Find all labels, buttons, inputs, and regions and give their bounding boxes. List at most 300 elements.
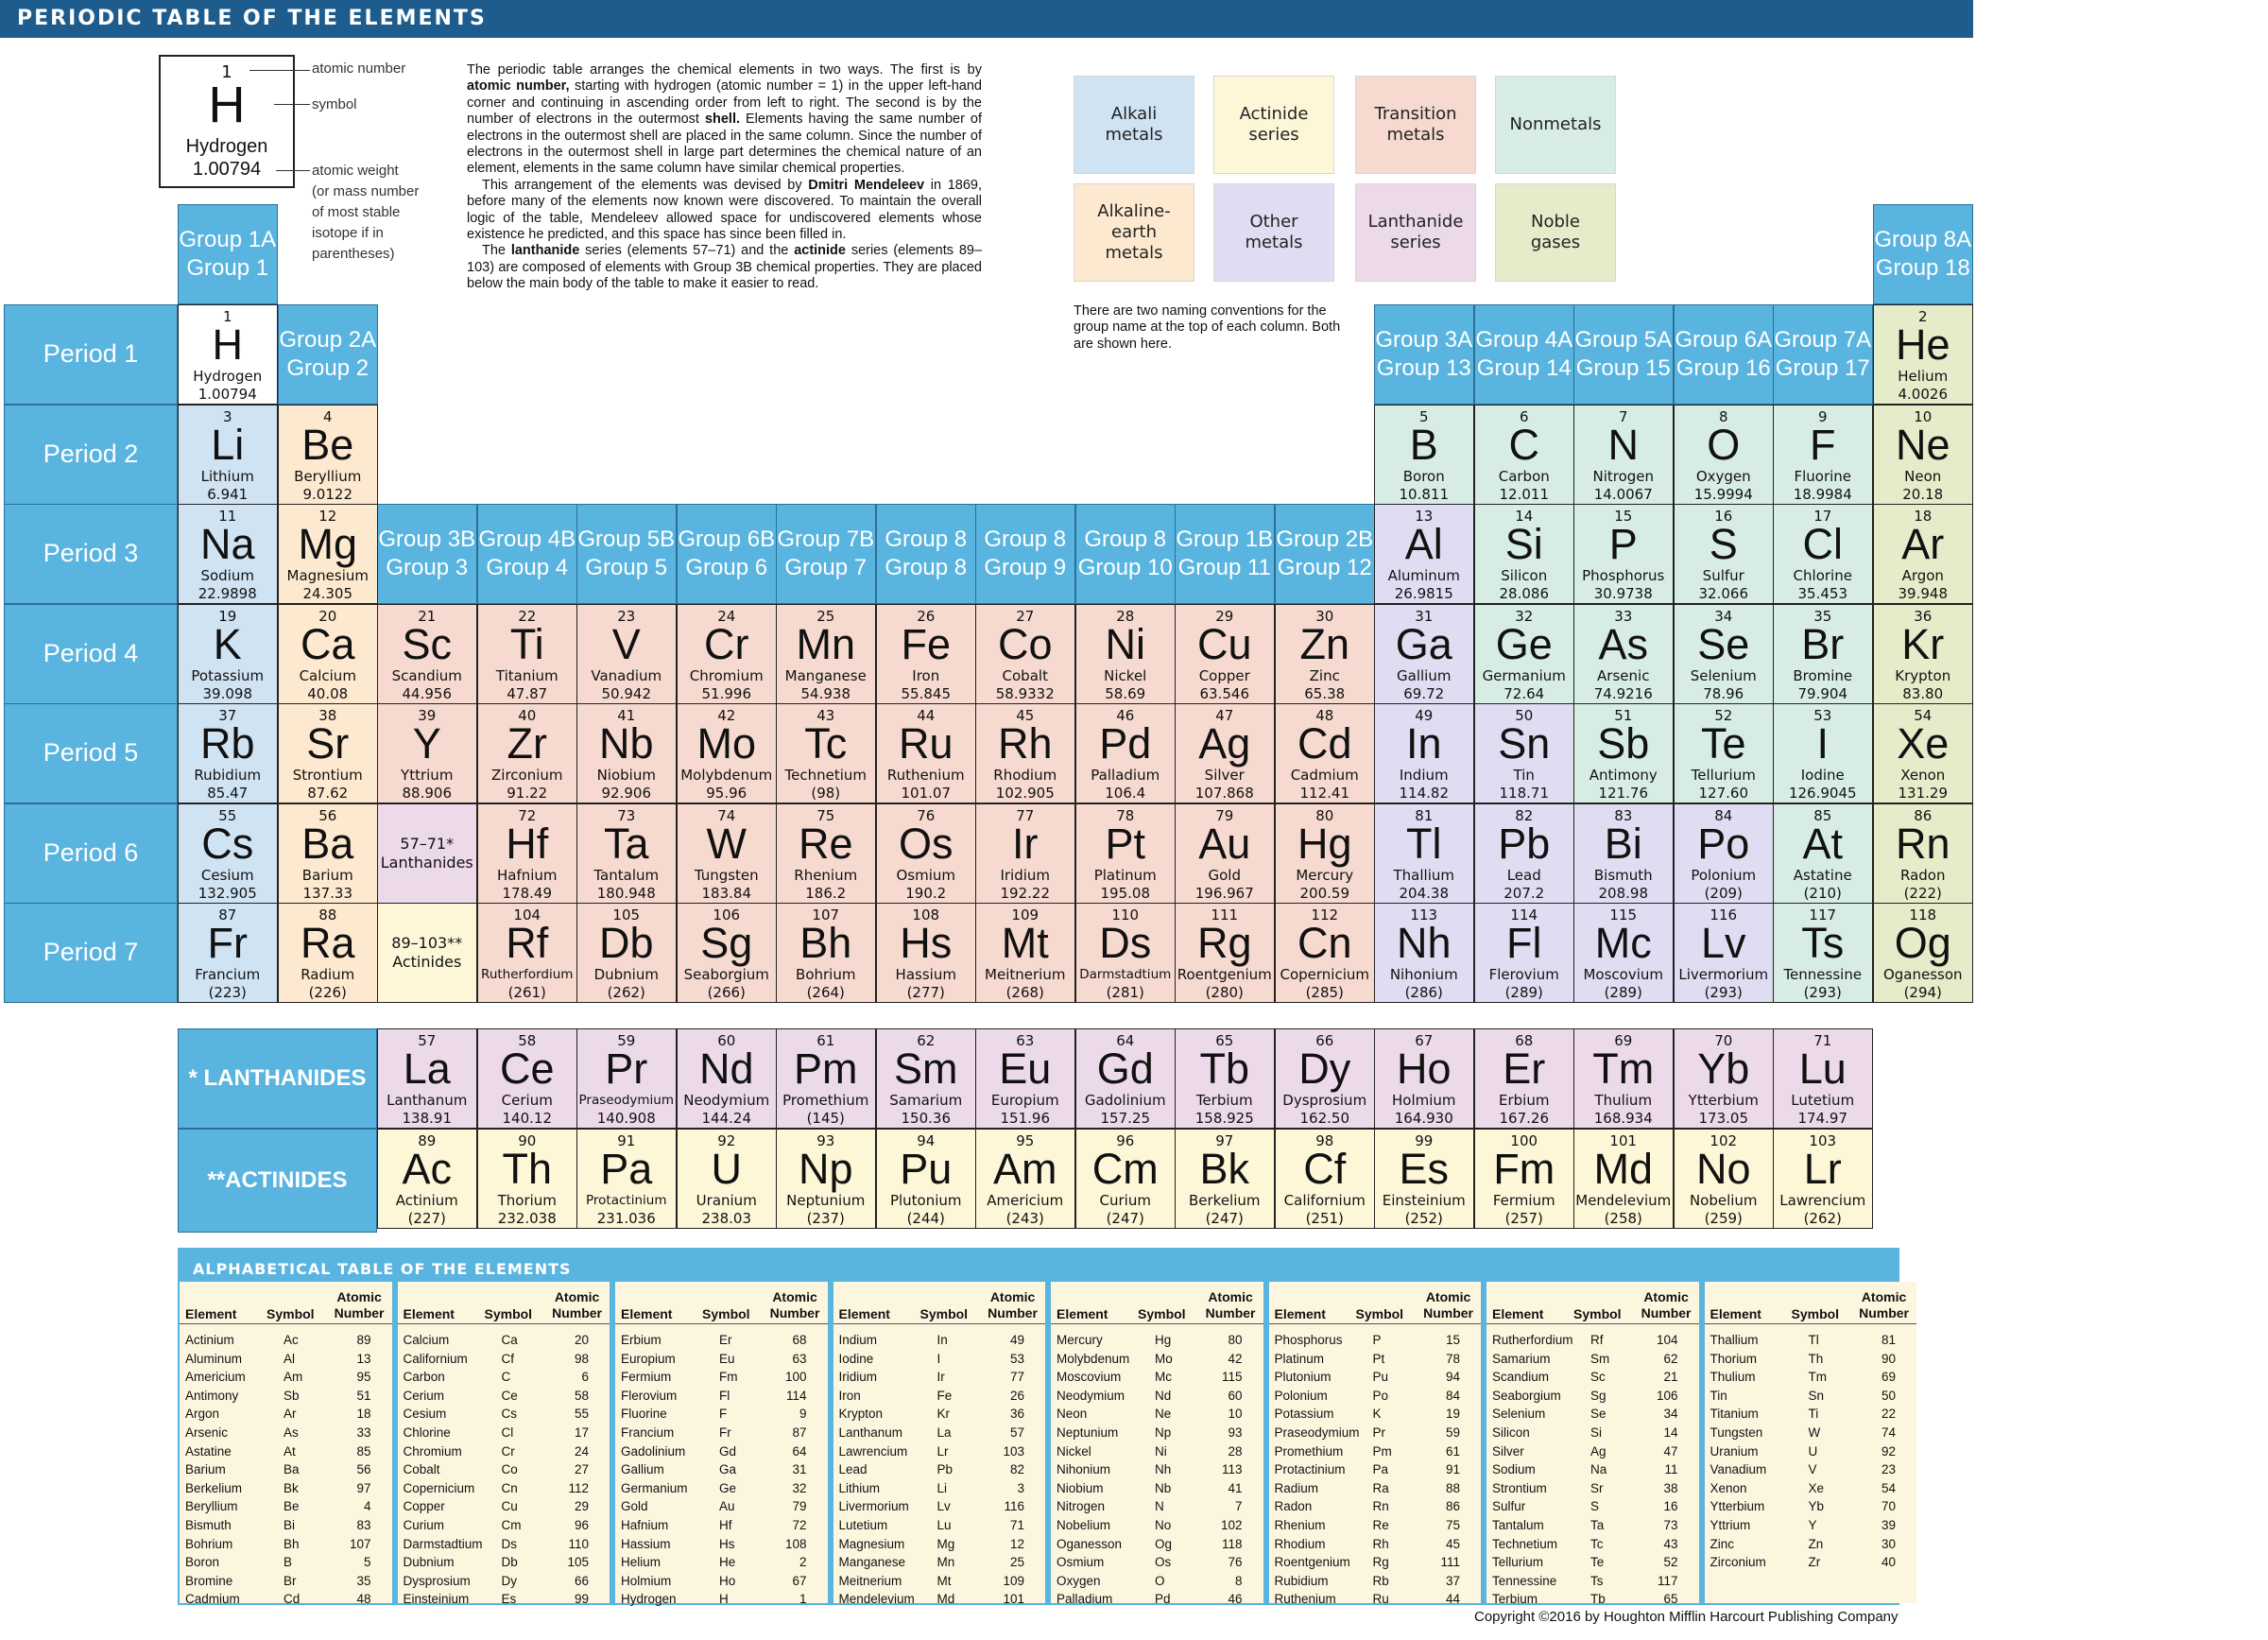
alpha-number: 18 (356, 1407, 371, 1422)
alpha-header-element: Element (1274, 1306, 1326, 1321)
alpha-element: Radium (1274, 1480, 1319, 1495)
element-cell (1773, 703, 1873, 803)
alpha-row (180, 1442, 392, 1461)
alpha-number: 64 (792, 1443, 807, 1459)
alpha-number: 8 (1234, 1573, 1243, 1588)
element-symbol: Ni (1105, 620, 1145, 668)
alpha-row (180, 1535, 392, 1554)
atomic-number: 96 (1116, 1132, 1135, 1149)
element-name: Dubnium (593, 966, 659, 983)
alpha-header-number (552, 1289, 602, 1321)
alpha-row (833, 1424, 1046, 1442)
atomic-weight: (222) (1903, 885, 1942, 902)
alpha-symbol: Ni (1155, 1443, 1167, 1459)
element-cell (1075, 803, 1176, 904)
alpha-row (1051, 1535, 1263, 1554)
alpha-number: 36 (1009, 1407, 1024, 1422)
element-cell (677, 1028, 777, 1129)
alpha-symbol: Dy (501, 1573, 517, 1588)
element-symbol: Md (1593, 1145, 1653, 1193)
atomic-weight: 6.941 (207, 486, 249, 503)
series-placeholder-line: 89–103** (391, 933, 463, 952)
element-name: Copernicium (1280, 966, 1369, 983)
element-symbol: V (611, 620, 641, 668)
alpha-header-element: Element (621, 1306, 673, 1321)
atomic-number: 4 (322, 408, 333, 425)
atomic-number: 76 (917, 807, 936, 824)
alpha-number: 21 (1663, 1370, 1678, 1385)
atomic-number: 69 (1614, 1032, 1633, 1049)
element-name: Bohrium (796, 966, 856, 983)
alpha-number: 106 (1656, 1388, 1678, 1403)
atomic-weight: 1.00794 (198, 386, 257, 403)
alpha-symbol: Xe (1808, 1480, 1825, 1495)
atomic-weight: 35.453 (1797, 585, 1847, 602)
atomic-weight: 112.41 (1299, 785, 1349, 802)
alpha-row (180, 1368, 392, 1387)
group-header-b: Group 17 (1775, 354, 1870, 381)
alpha-element: Manganese (838, 1555, 906, 1570)
group-header-b: Group 7 (784, 554, 868, 580)
key-element-box (159, 55, 295, 188)
atomic-number: 117 (1809, 906, 1837, 924)
alpha-element: Gadolinium (621, 1443, 686, 1459)
element-symbol: As (1598, 620, 1648, 668)
group-header-a: Group 1B (1176, 526, 1274, 552)
intro-text (467, 62, 982, 293)
element-cell (1773, 1129, 1873, 1229)
alpha-number: 66 (574, 1573, 589, 1588)
element-symbol: Lu (1798, 1044, 1847, 1093)
alpha-element: Polonium (1274, 1388, 1328, 1403)
alpha-header-number-bottom: Number (1859, 1305, 1909, 1321)
alpha-symbol: Be (284, 1499, 300, 1514)
atomic-number: 102 (1710, 1132, 1738, 1149)
element-name: Bromine (1793, 667, 1853, 684)
alpha-symbol: Tb (1590, 1592, 1606, 1607)
alpha-symbol: N (1155, 1499, 1164, 1514)
key-name: Hydrogen (185, 136, 268, 157)
alpha-header-number (770, 1289, 820, 1321)
element-name: Zinc (1309, 667, 1340, 684)
element-cell (1374, 703, 1474, 803)
alpha-row (833, 1331, 1046, 1350)
alpha-symbol: Si (1590, 1425, 1603, 1440)
atomic-number: 52 (1714, 707, 1733, 724)
alpha-number: 17 (574, 1425, 589, 1440)
alpha-element: Lanthanum (838, 1425, 903, 1440)
element-symbol: Ga (1395, 620, 1452, 668)
atomic-weight: 126.9045 (1788, 785, 1857, 802)
element-symbol: C (1508, 421, 1539, 469)
alpha-row (1051, 1405, 1263, 1424)
atomic-number: 78 (1116, 807, 1135, 824)
alpha-number: 10 (1228, 1407, 1243, 1422)
alpha-symbol: Hs (719, 1536, 735, 1551)
group-header-a: Group 8 (885, 526, 968, 552)
element-name: Beryllium (294, 468, 362, 485)
alpha-element: Uranium (1710, 1443, 1759, 1459)
lanthanides-label: * LANTHANIDES (178, 1028, 377, 1129)
alpha-row (615, 1572, 828, 1591)
atomic-number: 26 (917, 608, 936, 625)
element-name: Protactinium (586, 1193, 667, 1208)
atomic-number: 92 (717, 1132, 736, 1149)
group-header (377, 504, 477, 604)
element-symbol: Sn (1498, 719, 1551, 768)
element-cell (1374, 504, 1474, 604)
element-name: Ytterbium (1688, 1092, 1759, 1109)
alpha-element: Neon (1057, 1407, 1088, 1422)
group-header-a: Group 5A (1574, 326, 1673, 353)
alpha-symbol: Ti (1808, 1407, 1819, 1422)
alpha-element: Argon (185, 1407, 220, 1422)
atomic-number: 1 (222, 308, 232, 325)
alpha-row (1705, 1424, 1917, 1442)
group-header-a: Group 7B (777, 526, 875, 552)
legend-label-alkaline: Alkaline- earth metals (1097, 201, 1171, 263)
alpha-row (180, 1553, 392, 1572)
atomic-number: 115 (1609, 906, 1638, 924)
atomic-number: 2 (1917, 308, 1928, 325)
atomic-number: 31 (1415, 608, 1434, 625)
alpha-row (1051, 1553, 1263, 1572)
alpha-symbol: H (719, 1592, 729, 1607)
alpha-symbol: S (1590, 1499, 1600, 1514)
alpha-number: 83 (356, 1518, 371, 1532)
element-symbol: Th (502, 1145, 552, 1193)
intro-keyword: lanthanide (510, 243, 580, 259)
atomic-number: 34 (1714, 608, 1733, 625)
atomic-number: 64 (1116, 1032, 1135, 1049)
group-header-b: Group 13 (1376, 354, 1471, 381)
element-cell (377, 703, 477, 803)
atomic-weight: 47.87 (507, 685, 548, 702)
element-symbol: Al (1404, 520, 1443, 568)
alpha-row (1051, 1350, 1263, 1369)
atomic-weight: (286) (1404, 984, 1443, 1001)
element-symbol: Rg (1196, 919, 1252, 967)
atomic-number: 101 (1609, 1132, 1638, 1149)
alpha-header-number (1641, 1289, 1692, 1321)
alpha-number: 22 (1881, 1407, 1896, 1422)
alpha-row (1051, 1424, 1263, 1442)
alpha-header (1269, 1289, 1482, 1324)
element-cell (975, 803, 1075, 904)
atomic-number: 59 (617, 1032, 636, 1049)
alpha-number: 92 (1881, 1443, 1896, 1459)
alpha-element: Rhodium (1274, 1536, 1326, 1551)
atomic-weight: 232.038 (497, 1210, 557, 1227)
atomic-weight: 192.22 (1000, 885, 1050, 902)
element-cell (776, 1129, 876, 1229)
atomic-weight: 51.996 (701, 685, 751, 702)
alpha-number: 76 (1228, 1555, 1243, 1570)
alphabetical-table-title: ALPHABETICAL TABLE OF THE ELEMENTS (180, 1250, 1898, 1282)
atomic-number: 39 (418, 707, 437, 724)
atomic-weight: (268) (1005, 984, 1044, 1001)
atomic-number: 113 (1410, 906, 1438, 924)
element-symbol: Er (1503, 1044, 1546, 1093)
alpha-element: Terbium (1492, 1592, 1538, 1607)
series-placeholder-line: Lanthanides (380, 853, 473, 872)
alpha-number: 12 (1009, 1536, 1024, 1551)
alpha-row (615, 1460, 828, 1479)
alpha-symbol: Cf (501, 1351, 514, 1366)
element-cell (278, 504, 378, 604)
alpha-number: 97 (356, 1480, 371, 1495)
alpha-symbol: Bi (284, 1518, 296, 1532)
alpha-row (398, 1442, 610, 1461)
alpha-row (398, 1368, 610, 1387)
element-symbol: Br (1801, 620, 1845, 668)
atomic-number: 66 (1315, 1032, 1334, 1049)
atomic-number: 36 (1914, 608, 1933, 625)
element-name: Neon (1904, 468, 1942, 485)
element-cell (876, 803, 976, 904)
element-cell (1275, 803, 1375, 904)
element-cell (178, 903, 278, 1003)
alpha-row (180, 1405, 392, 1424)
element-cell (1773, 604, 1873, 704)
alpha-symbol: Mo (1155, 1351, 1173, 1366)
group-header-b: Group 14 (1476, 354, 1572, 381)
alpha-row (398, 1479, 610, 1498)
alpha-symbol: F (719, 1407, 728, 1422)
element-name: Europium (990, 1092, 1059, 1109)
element-symbol: Na (199, 520, 255, 568)
atomic-weight: 32.066 (1698, 585, 1748, 602)
atomic-number: 81 (1415, 807, 1434, 824)
alpha-row (1051, 1516, 1263, 1535)
element-symbol: Rf (506, 919, 549, 967)
atomic-number: 114 (1510, 906, 1538, 924)
element-symbol: Pu (900, 1145, 953, 1193)
alpha-header-number (1423, 1289, 1473, 1321)
element-name: Krypton (1895, 667, 1951, 684)
atomic-weight: 107.868 (1194, 785, 1254, 802)
atomic-number: 10 (1914, 408, 1933, 425)
alpha-row (1269, 1516, 1482, 1535)
element-name: Tungsten (694, 867, 759, 884)
alpha-symbol: Pt (1372, 1351, 1385, 1366)
key-symbol: H (208, 77, 246, 133)
legend-label-transition: Transition metals (1374, 104, 1457, 145)
page-title: PERIODIC TABLE OF THE ELEMENTS (17, 7, 487, 30)
element-name: Manganese (784, 667, 867, 684)
atomic-weight: 207.2 (1503, 885, 1545, 902)
element-symbol: Pr (605, 1044, 648, 1093)
alpha-header-number (988, 1289, 1038, 1321)
alpha-symbol: Zn (1808, 1536, 1824, 1551)
alpha-row (1486, 1572, 1699, 1591)
element-symbol: La (403, 1044, 451, 1093)
alpha-number: 89 (356, 1333, 371, 1347)
element-cell (1773, 903, 1873, 1003)
alpha-column (398, 1282, 610, 1607)
period-label: Period 5 (4, 703, 178, 803)
element-name: Roentgenium (1177, 966, 1272, 983)
element-name: Praseodymium (578, 1093, 674, 1108)
element-cell (1075, 1028, 1176, 1129)
atomic-weight: 22.9898 (198, 585, 257, 602)
element-symbol: Sg (700, 919, 753, 967)
alpha-row (1705, 1479, 1917, 1498)
alpha-element: Moscovium (1057, 1370, 1122, 1385)
element-cell (1474, 1028, 1574, 1129)
alpha-row (1051, 1572, 1263, 1591)
alpha-symbol: Am (284, 1370, 303, 1385)
atomic-weight: 9.0122 (302, 486, 352, 503)
alpha-symbol: Tm (1808, 1370, 1827, 1385)
group-header-b: Group 16 (1675, 354, 1771, 381)
atomic-weight: (285) (1305, 984, 1344, 1001)
element-name: Aluminum (1387, 567, 1460, 584)
alpha-element: Mendelevium (838, 1592, 915, 1607)
element-symbol: Xe (1897, 719, 1950, 768)
alpha-header-symbol: Symbol (1573, 1306, 1622, 1321)
atomic-number: 50 (1515, 707, 1534, 724)
alpha-header-element: Element (1710, 1306, 1761, 1321)
atomic-number: 109 (1011, 906, 1040, 924)
alpha-symbol: Ag (1590, 1443, 1606, 1459)
atomic-number: 71 (1813, 1032, 1832, 1049)
group-header (1674, 304, 1774, 405)
atomic-number: 84 (1714, 807, 1733, 824)
alpha-row (180, 1479, 392, 1498)
element-symbol: Ac (402, 1145, 452, 1193)
period-label: Period 4 (4, 604, 178, 704)
alpha-number: 39 (1881, 1518, 1896, 1532)
alpha-element: Bromine (185, 1573, 233, 1588)
atomic-weight: 69.72 (1403, 685, 1445, 702)
atomic-weight: (259) (1704, 1210, 1743, 1227)
alpha-element: Iron (838, 1388, 861, 1403)
element-cell (1275, 703, 1375, 803)
atomic-weight: 137.33 (302, 885, 352, 902)
alpha-symbol: Fl (719, 1388, 730, 1403)
alpha-number: 100 (784, 1370, 807, 1385)
alpha-row (1486, 1331, 1699, 1350)
alpha-number: 113 (1221, 1462, 1243, 1477)
alpha-header (615, 1289, 828, 1324)
alpha-symbol: Ge (719, 1480, 737, 1495)
alpha-number: 2 (799, 1555, 807, 1570)
series-placeholder (377, 903, 477, 1003)
element-cell (1374, 1028, 1474, 1129)
alpha-symbol: Ra (1372, 1480, 1389, 1495)
element-name: Argon (1901, 567, 1944, 584)
element-cell (1474, 703, 1574, 803)
atomic-weight: 200.59 (1299, 885, 1349, 902)
element-name: Radium (301, 966, 355, 983)
group-header (1275, 504, 1375, 604)
alpha-number: 33 (356, 1425, 371, 1440)
alpha-element: Europium (621, 1351, 676, 1366)
group-header-a: Group 3B (378, 526, 476, 552)
group-header-b: Group 5 (585, 554, 668, 580)
alpha-number: 112 (568, 1480, 589, 1495)
element-cell (677, 604, 777, 704)
element-symbol: Zr (507, 719, 547, 768)
alpha-number: 32 (792, 1480, 807, 1495)
alpha-symbol: Db (501, 1555, 518, 1570)
intro-keyword: shell. (704, 112, 741, 128)
alpha-row (1269, 1553, 1482, 1572)
alpha-row (1705, 1516, 1917, 1535)
alpha-row (615, 1368, 828, 1387)
alpha-symbol: Y (1808, 1518, 1817, 1532)
atomic-number: 29 (1215, 608, 1234, 625)
element-cell (1674, 803, 1774, 904)
alpha-element: Hassium (621, 1536, 671, 1551)
atomic-weight: (145) (806, 1110, 845, 1127)
element-symbol: Dy (1298, 1044, 1351, 1093)
alpha-number: 88 (1445, 1480, 1460, 1495)
alpha-symbol: Tc (1590, 1536, 1604, 1551)
alpha-number: 110 (568, 1536, 589, 1551)
period-label: Period 6 (4, 803, 178, 904)
element-name: Strontium (292, 767, 363, 784)
atomic-weight: (294) (1903, 984, 1942, 1001)
alpha-element: Protactinium (1274, 1462, 1346, 1477)
element-name: Thorium (497, 1192, 557, 1209)
atomic-number: 27 (1016, 608, 1035, 625)
element-name: Vanadium (591, 667, 662, 684)
alpha-element: Lead (838, 1462, 868, 1477)
alpha-header-symbol: Symbol (702, 1306, 750, 1321)
alpha-element: Zirconium (1710, 1555, 1766, 1570)
atomic-weight: 83.80 (1902, 685, 1944, 702)
alpha-header-number (1859, 1289, 1909, 1321)
element-symbol: Ta (603, 820, 649, 868)
element-name: Palladium (1091, 767, 1160, 784)
alpha-element: Neodymium (1057, 1388, 1125, 1403)
alpha-row (180, 1460, 392, 1479)
atomic-number: 57 (418, 1032, 437, 1049)
atomic-number: 58 (518, 1032, 537, 1049)
alpha-symbol: Cn (501, 1480, 518, 1495)
atomic-number: 86 (1914, 807, 1933, 824)
element-cell (677, 703, 777, 803)
alpha-row (833, 1497, 1046, 1516)
element-name: Titanium (495, 667, 558, 684)
element-name: Flerovium (1488, 966, 1559, 983)
element-name: Iridium (1000, 867, 1051, 884)
alpha-element: Dysprosium (403, 1573, 471, 1588)
alpha-number: 115 (1221, 1370, 1243, 1385)
atomic-number: 104 (513, 906, 541, 924)
alpha-number: 11 (1664, 1462, 1678, 1477)
alpha-number: 117 (1657, 1573, 1678, 1588)
element-cell (1674, 405, 1774, 505)
atomic-weight: 18.9984 (1793, 486, 1852, 503)
element-name: Xenon (1900, 767, 1946, 784)
atomic-number: 100 (1510, 1132, 1538, 1149)
element-cell (776, 703, 876, 803)
element-symbol: Po (1697, 820, 1750, 868)
alpha-column (1051, 1282, 1263, 1607)
key-weight: 1.00794 (192, 159, 262, 180)
alpha-number: 58 (574, 1388, 589, 1403)
element-symbol: Ds (1099, 919, 1152, 967)
element-name: Moscovium (1583, 966, 1664, 983)
group-header (677, 504, 777, 604)
atomic-number: 6 (1519, 408, 1529, 425)
element-symbol: Lv (1700, 919, 1746, 967)
element-symbol: Bh (799, 919, 852, 967)
alpha-symbol: Ts (1590, 1573, 1604, 1588)
